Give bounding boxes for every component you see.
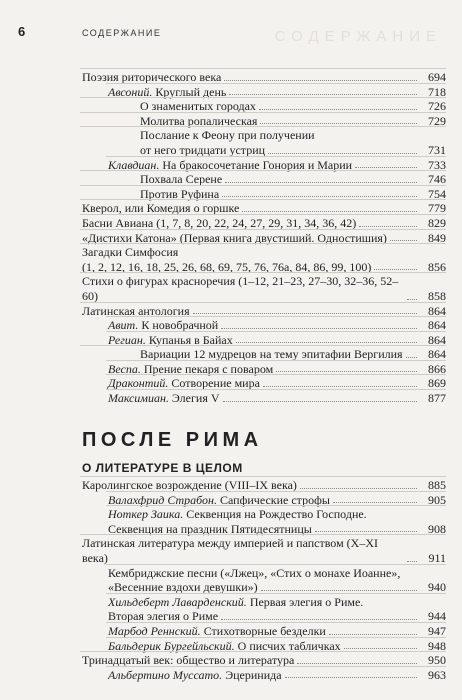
toc-title: О знаменитых городах	[140, 99, 256, 114]
dot-leader	[193, 313, 417, 314]
dot-leader	[224, 80, 417, 81]
toc-entry-line	[108, 566, 446, 581]
toc-entry-line	[140, 128, 446, 143]
toc-entry-text	[108, 668, 282, 683]
dot-leader	[374, 269, 417, 270]
dot-leader	[355, 167, 417, 168]
toc-title-continued: (1, 2, 12, 16, 18, 25, 26, 68, 69, 75, 76, 76а, 84, 86, 99, 100)	[82, 259, 372, 274]
toc-entry	[82, 536, 446, 565]
toc-author: Веспа.	[108, 361, 141, 376]
toc-page-number: 729	[428, 113, 446, 128]
toc-author: Максимиан.	[108, 391, 169, 406]
toc-author: Валахфрид Страбон.	[108, 492, 217, 507]
toc-page-number: 864	[428, 347, 446, 362]
toc-title: Басни Авиана (1, 7, 8, 20, 22, 24, 27, 29, 31, 34, 36, 42)	[82, 215, 357, 230]
toc-entry	[82, 274, 446, 303]
toc-page-number: 948	[428, 638, 446, 653]
dot-leader	[221, 619, 417, 620]
toc-page-number: 754	[428, 186, 446, 201]
dot-leader	[223, 401, 417, 402]
toc-entry-line	[108, 507, 446, 522]
dot-leader	[221, 328, 417, 329]
toc-entry	[82, 566, 446, 595]
toc-page-number: 779	[428, 201, 446, 216]
toc-title: Эцеринида	[222, 667, 282, 682]
toc-title: Загадки Симфосия	[82, 245, 179, 260]
toc-entry	[82, 128, 446, 157]
toc-page-number: 726	[428, 99, 446, 114]
toc-entry	[82, 668, 446, 683]
page-header	[18, 24, 444, 44]
toc-title: Стихи о фигурах красноречия (1–12, 21–23, 27–30, 32–36, 52–60)	[82, 274, 399, 303]
toc-author: Клавдиан.	[108, 157, 160, 172]
toc-author: Авсоний.	[108, 84, 153, 99]
toc-page-number: 733	[428, 157, 446, 172]
table-of-contents	[82, 70, 446, 406]
toc-page-number: 911	[428, 550, 446, 565]
toc-entry	[82, 391, 446, 406]
toc-title: Кверол, или Комедия о горшке	[82, 201, 240, 216]
toc-author: Альбертино Муссато.	[108, 667, 223, 682]
dot-leader	[259, 109, 417, 110]
dot-leader	[242, 211, 417, 212]
toc-page-number: 746	[428, 172, 446, 187]
toc-title: Секвенция на Рождество Господне.	[183, 507, 367, 522]
toc-title-continued: «Весенние вздохи девушки»)	[108, 580, 258, 595]
toc-title: Купанья в Байах	[145, 332, 233, 347]
toc-title-continued: от него тридцати устриц	[140, 142, 266, 157]
section-title: ПОСЛЕ РИМА	[82, 429, 263, 451]
toc-page-number: 731	[428, 142, 446, 157]
toc-page-number: 908	[428, 521, 446, 536]
toc-title: Послание к Феону при получении	[140, 128, 315, 143]
dot-leader	[268, 153, 417, 154]
ghost-bleed-through: СОДЕРЖАНИЕ	[274, 28, 442, 45]
toc-title: Против Руфина	[140, 186, 220, 201]
toc-author: Региан.	[108, 332, 146, 347]
dot-leader	[329, 634, 417, 635]
toc-title: К новобрачной	[138, 318, 219, 333]
toc-title: Вариации 12 мудрецов на тему эпитафии Вергилия	[140, 347, 403, 362]
dot-leader	[285, 677, 417, 678]
toc-title: О писчих табличках	[234, 638, 341, 653]
toc-page-number: 864	[428, 303, 446, 318]
toc-entry-text	[82, 536, 404, 565]
toc-page-number: 856	[428, 259, 446, 274]
toc-entry-text	[108, 391, 220, 406]
toc-title: Сапфические строфы	[217, 492, 330, 507]
toc-title: Молитва ропалическая	[140, 113, 258, 128]
dot-leader	[390, 240, 417, 241]
toc-title: Кембриджские песни («Лжец», «Стих о монахе Иоанне»,	[108, 565, 401, 580]
dot-leader	[315, 531, 417, 532]
dot-leader	[297, 663, 417, 664]
dot-leader	[359, 226, 417, 227]
toc-title: Первая элегия о Риме.	[246, 594, 364, 609]
toc-title: Каролингское возрождение (VIII–IX века)	[82, 478, 297, 492]
toc-author: Драконтий.	[108, 376, 169, 391]
toc-title: Тринадцатый век: общество и литература	[82, 653, 295, 668]
dot-leader	[229, 94, 417, 95]
toc-author: Бальдерик Бургейльский.	[108, 638, 235, 653]
toc-page-number: 694	[428, 70, 446, 84]
toc-page-number: 947	[428, 623, 446, 638]
table-of-contents-continued	[82, 478, 446, 682]
dot-leader	[261, 590, 417, 591]
toc-title: Прение пекаря с поваром	[140, 361, 274, 376]
toc-page-number: 905	[428, 492, 446, 507]
toc-title: Похвала Серене	[140, 172, 223, 187]
toc-page-number: 940	[428, 580, 446, 595]
dot-leader	[333, 502, 417, 503]
page-number: 6	[18, 24, 26, 39]
dot-leader	[276, 371, 417, 372]
toc-page-number: 864	[428, 318, 446, 333]
dot-leader	[344, 648, 417, 649]
dot-leader	[407, 561, 417, 562]
dot-leader	[225, 182, 417, 183]
toc-entry-line	[108, 595, 446, 610]
toc-title: «Дистихи Катона» (Первая книга двустиший. Одностишия)	[82, 230, 387, 245]
toc-entry	[82, 595, 446, 624]
toc-author: Ноткер Заика.	[108, 507, 184, 522]
toc-page-number: 885	[428, 478, 446, 492]
subsection-title: О ЛИТЕРАТУРЕ В ЦЕЛОМ	[82, 461, 243, 475]
toc-author: Хильдеберт Лаварденский.	[108, 594, 247, 609]
dot-leader	[222, 196, 417, 197]
toc-page-number: 864	[428, 332, 446, 347]
toc-page-number: 718	[428, 84, 446, 99]
toc-author: Авит.	[108, 318, 139, 333]
toc-title: Сотворение мира	[168, 376, 260, 391]
toc-author: Марбод Реннский.	[108, 623, 201, 638]
dot-leader	[407, 299, 417, 300]
dot-leader	[260, 123, 417, 124]
toc-entry-line	[82, 245, 446, 260]
toc-title: Латинская антология	[82, 303, 190, 318]
toc-entry-text	[82, 274, 404, 303]
toc-title: Стихотворные безделки	[200, 623, 326, 638]
toc-page-number: 866	[428, 361, 446, 376]
toc-title: Латинская литература между империей и папством (X–XI века)	[82, 536, 378, 565]
toc-title-continued: Вторая элегия о Риме	[108, 609, 219, 624]
toc-page-number: 877	[428, 391, 446, 406]
dot-leader	[406, 357, 417, 358]
toc-page-number: 849	[428, 230, 446, 245]
toc-page-number: 944	[428, 609, 446, 624]
toc-entry	[82, 245, 446, 274]
toc-page-number: 829	[428, 215, 446, 230]
toc-page-number: 963	[428, 667, 446, 682]
toc-title-continued: Секвенция на праздник Пятидесятницы	[108, 521, 312, 536]
dot-leader	[300, 488, 417, 489]
toc-title: Круглый день	[152, 84, 227, 99]
toc-page-number: 950	[428, 653, 446, 668]
toc-title: Элегия V	[168, 391, 220, 406]
toc-page-number: 858	[428, 288, 446, 303]
toc-page-number: 869	[428, 376, 446, 391]
running-head: СОДЕРЖАНИЕ	[82, 28, 162, 38]
toc-title: Поэзия риторического века	[82, 70, 222, 84]
dot-leader	[263, 386, 417, 387]
toc-title: На бракосочетание Гонория и Марии	[159, 157, 353, 172]
toc-entry	[82, 507, 446, 536]
dot-leader	[236, 342, 417, 343]
